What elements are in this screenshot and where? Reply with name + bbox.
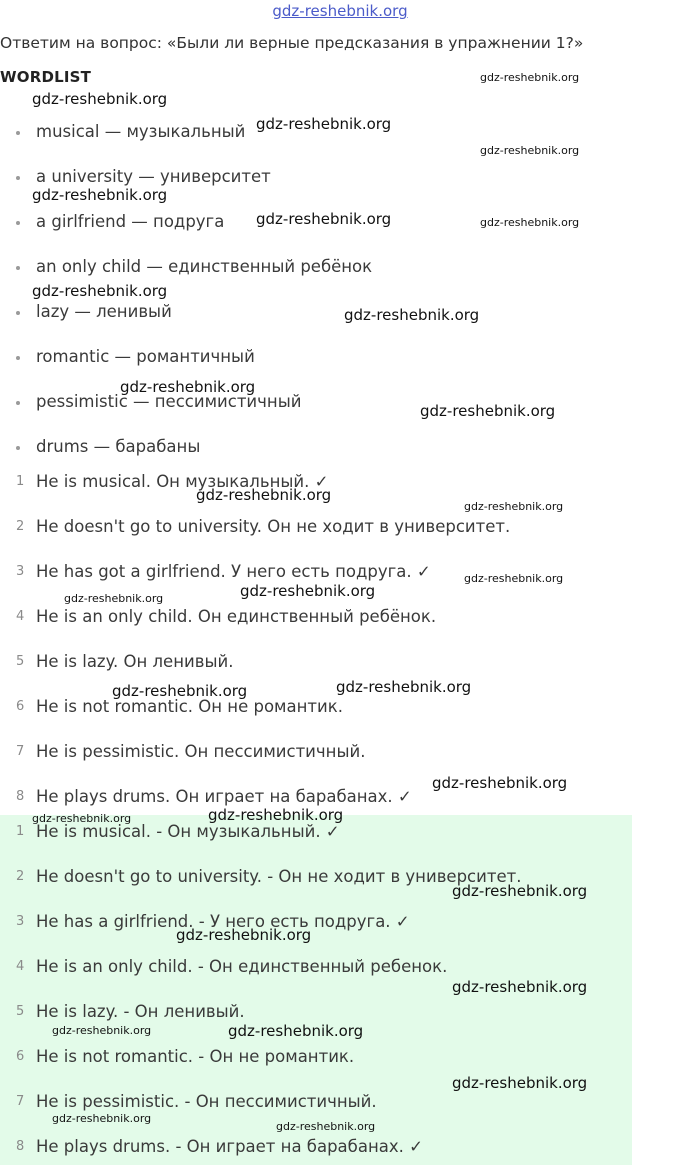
wordlist-heading: WORDLIST <box>0 68 92 86</box>
watermark: gdz-reshebnik.org <box>176 926 312 944</box>
watermark: gdz-reshebnik.org <box>256 210 392 228</box>
bullet-icon <box>16 176 20 180</box>
watermark: gdz-reshebnik.org <box>336 678 472 696</box>
watermark: gdz-reshebnik.org <box>480 71 580 84</box>
watermark: gdz-reshebnik.org <box>64 592 164 605</box>
watermark: gdz-reshebnik.org <box>480 216 580 229</box>
watermark: gdz-reshebnik.org <box>452 882 588 900</box>
watermark: gdz-reshebnik.org <box>452 978 588 996</box>
watermark: gdz-reshebnik.org <box>32 90 168 108</box>
watermark: gdz-reshebnik.org <box>228 1022 364 1040</box>
watermark: gdz-reshebnik.org <box>32 282 168 300</box>
watermark: gdz-reshebnik.org <box>420 402 556 420</box>
bullet-icon <box>16 266 20 270</box>
watermark: gdz-reshebnik.org <box>464 500 564 513</box>
bullet-icon <box>16 131 20 135</box>
watermark: gdz-reshebnik.org <box>208 806 344 824</box>
watermark: gdz-reshebnik.org <box>344 306 480 324</box>
watermark: gdz-reshebnik.org <box>112 682 248 700</box>
watermark: gdz-reshebnik.org <box>256 115 392 133</box>
watermark: gdz-reshebnik.org <box>52 1024 152 1037</box>
watermark: gdz-reshebnik.org <box>432 774 568 792</box>
watermark: gdz-reshebnik.org <box>240 582 376 600</box>
bullet-icon <box>16 221 20 225</box>
bullet-icon <box>16 401 20 405</box>
bullet-icon <box>16 446 20 450</box>
watermark: gdz-reshebnik.org <box>196 486 332 504</box>
watermark: gdz-reshebnik.org <box>52 1112 152 1125</box>
watermark: gdz-reshebnik.org <box>480 144 580 157</box>
watermark: gdz-reshebnik.org <box>32 812 132 825</box>
site-header-link[interactable]: gdz-reshebnik.org <box>272 2 408 20</box>
bullet-icon <box>16 311 20 315</box>
watermark: gdz-reshebnik.org <box>464 572 564 585</box>
watermark: gdz-reshebnik.org <box>276 1120 376 1133</box>
watermark: gdz-reshebnik.org <box>120 378 256 396</box>
bullet-icon <box>16 356 20 360</box>
watermark: gdz-reshebnik.org <box>452 1074 588 1092</box>
question-text: Ответим на вопрос: «Были ли верные предсказания в упражнении 1?» <box>0 34 584 52</box>
watermark: gdz-reshebnik.org <box>32 186 168 204</box>
